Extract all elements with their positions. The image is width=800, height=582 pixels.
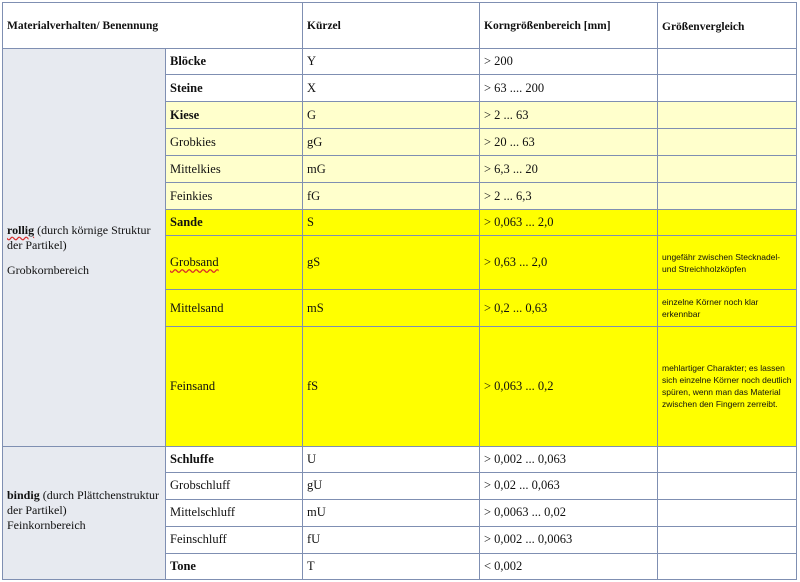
row-note: mehlartiger Charakter; es lassen sich einzelne Körner noch deutlich spüren, wenn man das Material zwischen den Fingern zerreibt.: [658, 326, 797, 446]
row-note: [658, 526, 797, 553]
soil-classification-table: [2, 2, 797, 580]
group-category: Grobkornbereich: [7, 262, 89, 277]
group-description: (durch körnige Struktur der Partikel): [7, 222, 151, 252]
row-name: Mittelschluff: [166, 499, 303, 526]
row-note: [658, 156, 797, 183]
header-code: Kürzel: [303, 3, 480, 49]
group-keyword: bindig: [7, 487, 40, 502]
header-range: Korngrößenbereich [mm]: [480, 3, 658, 49]
row-range: > 0,002 ... 0,063: [480, 446, 658, 472]
row-name: Steine: [166, 75, 303, 102]
row-code: gS: [303, 236, 480, 290]
row-range: > 0,63 ... 2,0: [480, 236, 658, 290]
row-range: > 0,0063 ... 0,02: [480, 499, 658, 526]
row-range: > 2 ... 6,3: [480, 183, 658, 210]
row-code: Y: [303, 49, 480, 75]
row-name: Blöcke: [166, 49, 303, 75]
table-row: [3, 446, 797, 472]
header-material: Materialverhalten/ Benennung: [3, 3, 303, 49]
row-range: > 0,002 ... 0,0063: [480, 526, 658, 553]
row-code: gG: [303, 129, 480, 156]
row-code: S: [303, 210, 480, 236]
row-name-text: Grobsand: [170, 255, 219, 270]
row-range: < 0,002: [480, 553, 658, 579]
group-keyword: rollig: [7, 222, 35, 237]
row-note: ungefähr zwischen Stecknadel- und Streichholzköpfen: [658, 236, 797, 290]
row-name: Grobschluff: [166, 472, 303, 499]
row-code: G: [303, 102, 480, 129]
row-name: Schluffe: [166, 446, 303, 472]
row-range: > 2 ... 63: [480, 102, 658, 129]
group-cohesive: [3, 446, 166, 579]
row-code: fS: [303, 326, 480, 446]
row-name: Grobkies: [166, 129, 303, 156]
row-range: > 200: [480, 49, 658, 75]
row-range: > 0,063 ... 2,0: [480, 210, 658, 236]
group-cohesionless: [3, 49, 166, 447]
row-note: [658, 210, 797, 236]
header-comparison: Größenvergleich: [658, 3, 797, 49]
row-name: Feinkies: [166, 183, 303, 210]
row-note: [658, 472, 797, 499]
row-code: X: [303, 75, 480, 102]
row-code: mU: [303, 499, 480, 526]
table-row: [3, 49, 797, 75]
row-range: > 0,2 ... 0,63: [480, 290, 658, 326]
row-name: Tone: [166, 553, 303, 579]
header-row: [3, 3, 797, 49]
row-note: [658, 129, 797, 156]
row-code: U: [303, 446, 480, 472]
row-code: fU: [303, 526, 480, 553]
row-note: [658, 446, 797, 472]
row-code: gU: [303, 472, 480, 499]
row-code: mG: [303, 156, 480, 183]
row-name: Sande: [166, 210, 303, 236]
row-note: [658, 553, 797, 579]
row-code: fG: [303, 183, 480, 210]
row-note: [658, 75, 797, 102]
row-name: Kiese: [166, 102, 303, 129]
row-name: Feinschluff: [166, 526, 303, 553]
group-description: (durch Plättchenstruktur der Partikel): [7, 487, 160, 517]
row-name: Mittelkies: [166, 156, 303, 183]
row-note: einzelne Körner noch klar erkennbar: [658, 290, 797, 326]
row-note: [658, 102, 797, 129]
row-range: > 63 .... 200: [480, 75, 658, 102]
row-range: > 0,02 ... 0,063: [480, 472, 658, 499]
row-name: Mittelsand: [166, 290, 303, 326]
row-note: [658, 49, 797, 75]
group-category: Feinkornbereich: [7, 517, 86, 532]
row-code: mS: [303, 290, 480, 326]
row-note: [658, 183, 797, 210]
row-code: T: [303, 553, 480, 579]
row-range: > 20 ... 63: [480, 129, 658, 156]
row-name: Feinsand: [166, 326, 303, 446]
row-name: [166, 236, 303, 290]
row-range: > 0,063 ... 0,2: [480, 326, 658, 446]
row-range: > 6,3 ... 20: [480, 156, 658, 183]
row-note: [658, 499, 797, 526]
